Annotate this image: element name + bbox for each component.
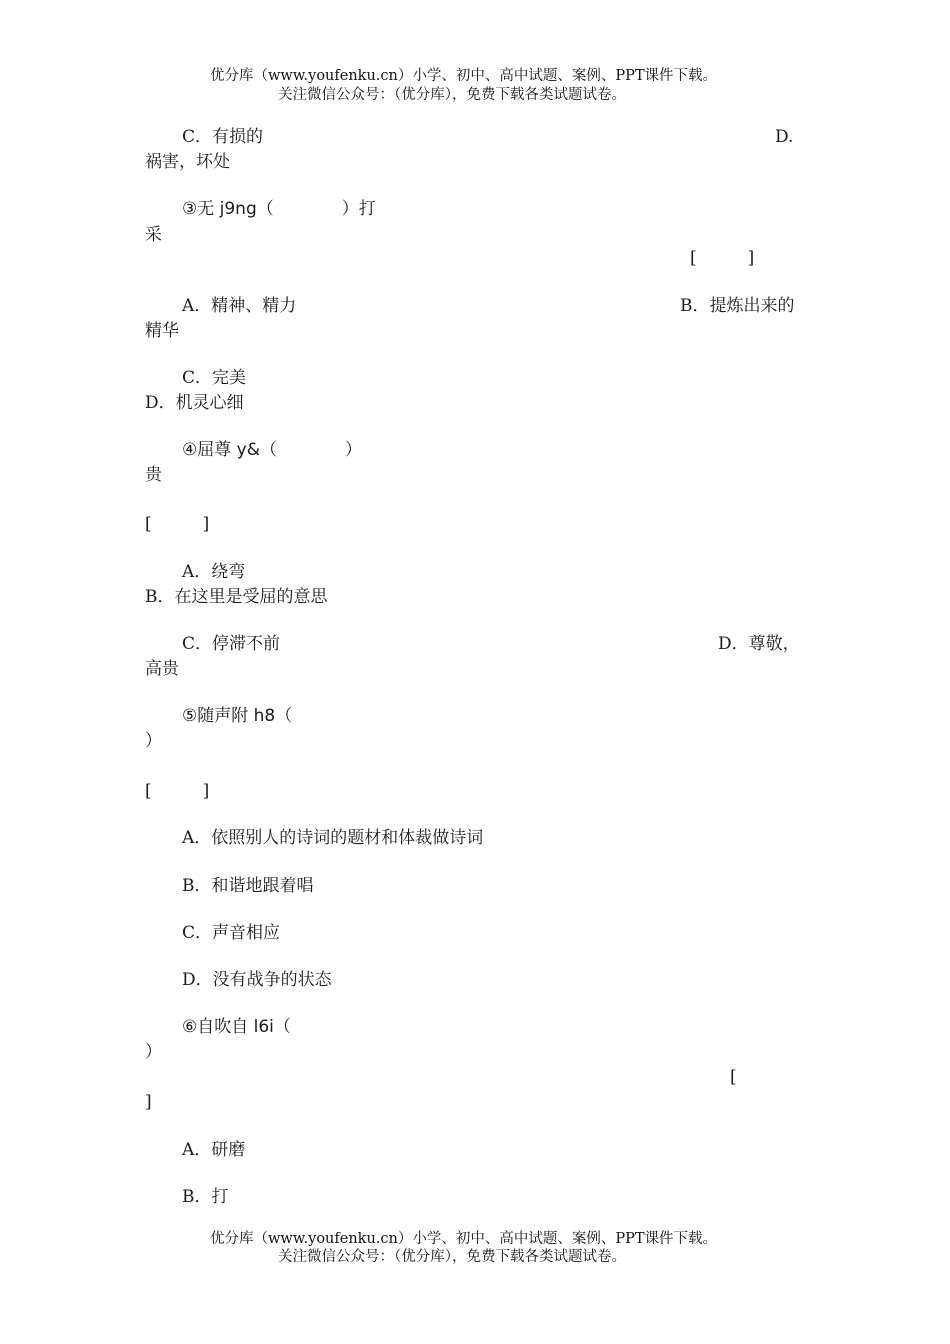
q4-option-a: A．绕弯 — [182, 562, 246, 582]
q5-option-b: B．和谐地跟着唱 — [182, 876, 314, 896]
footer-line-1: 优分库（www.youfenku.cn）小学、初中、高中试题、案例、PPT课件下载。 — [210, 1231, 718, 1247]
q5-option-c: C．声音相应 — [182, 923, 281, 943]
q5-stem-cont: ） — [145, 731, 162, 751]
q4-stem: ④屈尊 y&（ ） — [182, 440, 362, 460]
footer-line-2: 关注微信公众号：（优分库），免费下载各类试题试卷。 — [278, 1249, 626, 1265]
q6-bracket-close: ] — [145, 1092, 152, 1112]
q6-stem-cont: ） — [145, 1042, 162, 1062]
q2-option-d-text: 祸害，坏处 — [145, 152, 230, 172]
q5-stem: ⑤随声附 h8（ — [182, 706, 293, 726]
header-line-2: 关注微信公众号：（优分库），免费下载各类试题试卷。 — [278, 87, 626, 103]
q3-stem: ③无 j9ng（ ）打 — [182, 199, 376, 219]
q3-option-c: C．完美 — [182, 368, 247, 388]
header-line-1: 优分库（www.youfenku.cn）小学、初中、高中试题、案例、PPT课件下载。 — [210, 68, 718, 84]
q3-option-d: D．机灵心细 — [145, 393, 244, 413]
q6-bracket-open: [ — [730, 1067, 737, 1087]
q5-option-d: D．没有战争的状态 — [182, 970, 332, 990]
q4-option-d-cont: 高贵 — [145, 659, 179, 679]
q3-option-b: B．提炼出来的 — [680, 296, 795, 316]
q6-option-a: A．研磨 — [182, 1140, 246, 1160]
q4-option-b: B．在这里是受屈的意思 — [145, 587, 328, 607]
q4-option-c: C．停滞不前 — [182, 634, 281, 654]
q6-stem: ⑥自吹自 l6i（ — [182, 1017, 291, 1037]
q6-option-b: B．打 — [182, 1187, 229, 1207]
q3-option-a: A．精神、精力 — [182, 296, 297, 316]
q4-answer-bracket: [ ] — [145, 514, 210, 534]
q5-answer-bracket: [ ] — [145, 781, 210, 801]
q3-stem-cont: 采 — [145, 225, 162, 245]
q2-option-d-label: D. — [775, 127, 794, 147]
q4-stem-cont: 贵 — [145, 465, 162, 485]
q3-option-b-cont: 精华 — [145, 321, 179, 341]
q4-option-d: D．尊敬， — [718, 634, 800, 654]
q3-answer-bracket: [ ] — [690, 248, 755, 268]
q2-option-c: C．有损的 — [182, 127, 264, 147]
q5-option-a: A．依照别人的诗词的题材和体裁做诗词 — [182, 828, 484, 848]
